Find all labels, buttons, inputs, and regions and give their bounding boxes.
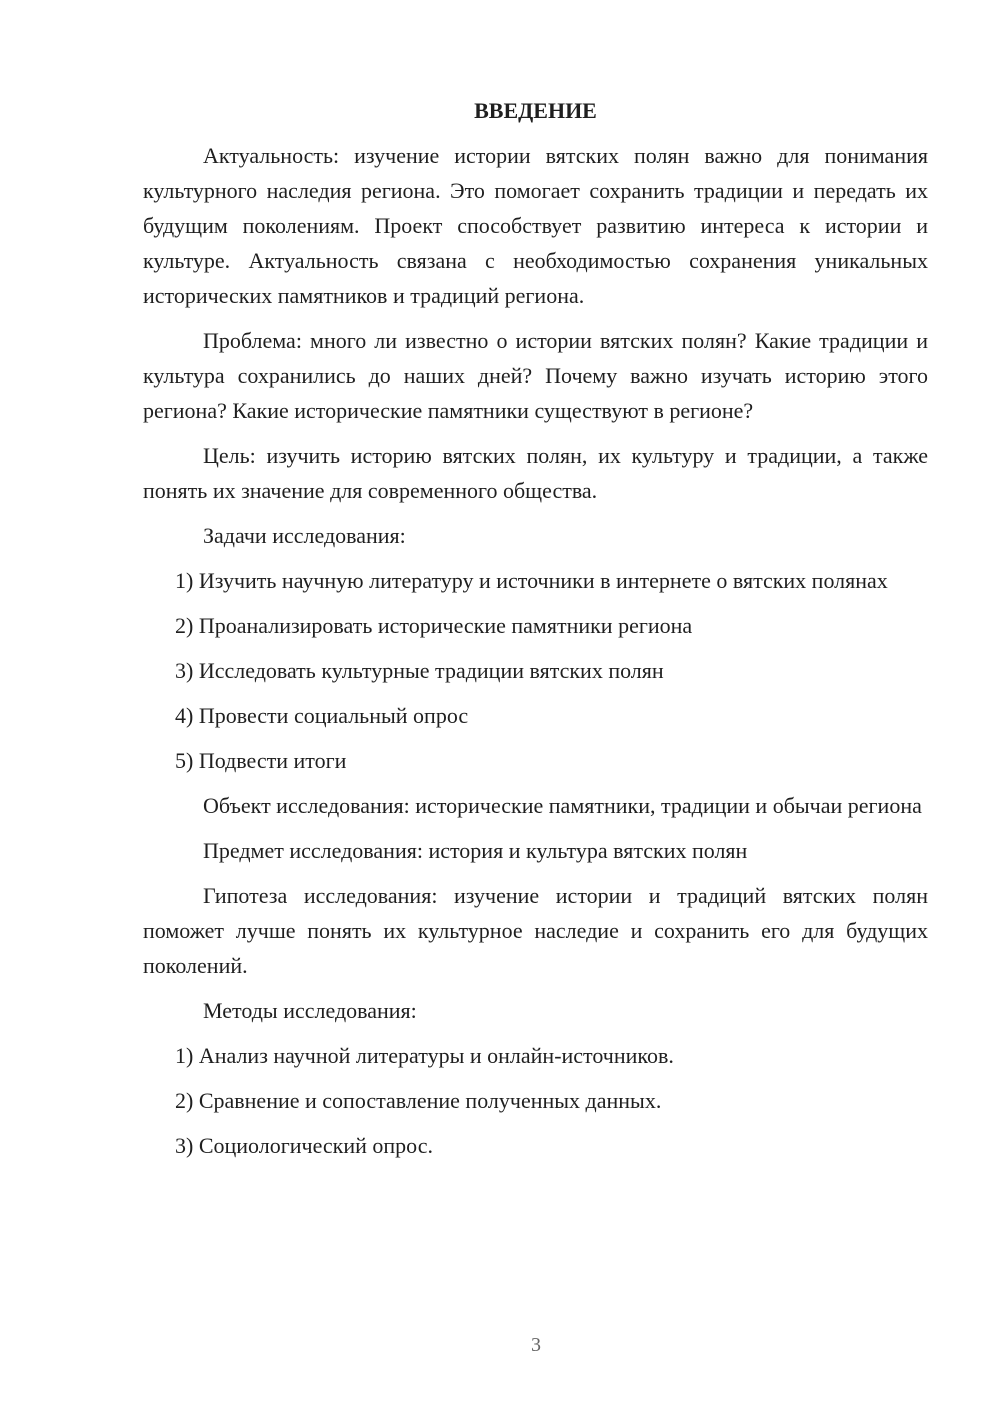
section-title: ВВЕДЕНИЕ — [474, 98, 597, 123]
task-item: 3) Исследовать культурные традиции вятских полян — [175, 658, 664, 683]
subject-paragraph: Предмет исследования: история и культура вятских полян — [203, 838, 748, 863]
goal-paragraph: Цель: изучить историю вятских полян, их культуру и традиции, а также понять их значение для современного общества. — [143, 443, 928, 503]
methods-heading: Методы исследования: — [203, 998, 417, 1023]
method-item: 3) Социологический опрос. — [175, 1133, 433, 1158]
relevance-paragraph: Актуальность: изучение истории вятских полян важно для понимания культурного наследия региона. Это помогает сохранить традиции и передать их будущим поколениям. Проект способствует развитию интереса к истории и культуре. Актуальность связана с необходимостью сохранения уникальных исторических памятников и традиций региона. — [143, 143, 928, 308]
tasks-heading: Задачи исследования: — [203, 523, 406, 548]
task-item: 1) Изучить научную литературу и источники в интернете о вятских полянах — [175, 568, 888, 593]
page-number: 3 — [531, 1334, 541, 1356]
task-item: 4) Провести социальный опрос — [175, 703, 469, 728]
hypothesis-paragraph: Гипотеза исследования: изучение истории и традиций вятских полян поможет лучше понять их культурное наследие и сохранить его для будущих поколений. — [143, 883, 928, 978]
problem-paragraph: Проблема: много ли известно о истории вятских полян? Какие традиции и культура сохранились до наших дней? Почему важно изучать историю этого региона? Какие исторические памятники существуют в регионе? — [143, 328, 928, 423]
method-item: 1) Анализ научной литературы и онлайн-источников. — [175, 1043, 674, 1068]
task-item: 2) Проанализировать исторические памятники региона — [175, 613, 693, 638]
method-item: 2) Сравнение и сопоставление полученных данных. — [175, 1088, 662, 1113]
document-body — [143, 93, 928, 1163]
object-paragraph: Объект исследования: исторические памятники, традиции и обычаи региона — [203, 793, 922, 818]
task-item: 5) Подвести итоги — [175, 748, 347, 773]
